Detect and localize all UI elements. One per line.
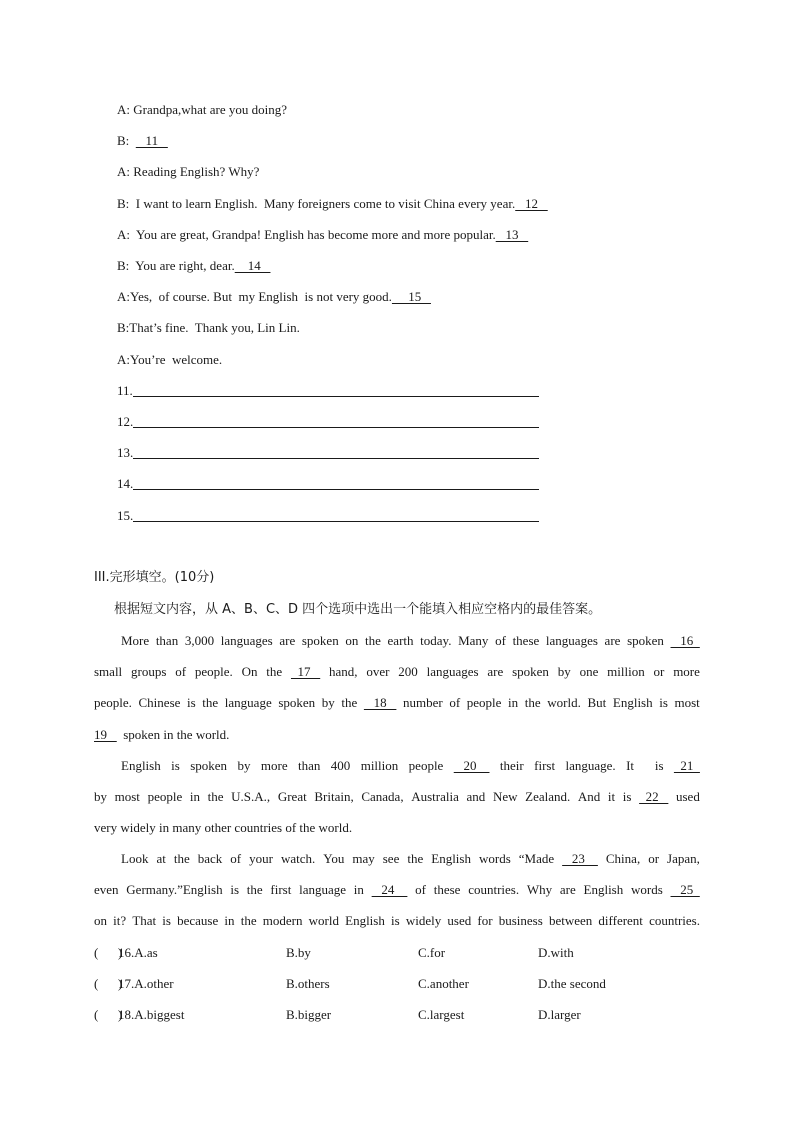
cloze-blank: 24 [371,882,408,897]
passage-word: today. [420,633,452,648]
passage-word: is [654,758,664,773]
passage-word: of [415,882,426,897]
passage-word: by [237,758,251,773]
dialogue-line [117,102,287,118]
passage-word: And [577,789,601,804]
answer-line[interactable] [133,521,539,522]
option-d[interactable]: D.with [538,945,574,960]
passage-word: million [607,664,645,679]
passage-word: of [175,664,187,679]
passage-word: the [266,664,283,679]
passage-word: New [492,789,518,804]
passage-word: people [466,695,502,710]
passage-word: these [512,633,540,648]
passage-word: the [365,633,381,648]
passage-word: are [604,633,621,648]
passage-word: Australia [411,789,459,804]
answer-blank: 12 [515,196,548,211]
passage-word: languages [545,633,598,648]
answer-blank: 11 [135,133,168,148]
passage-word: languages [220,633,273,648]
passage-word: because [177,913,219,928]
option-c[interactable]: C.another [418,976,469,991]
cloze-blank: 16 [670,633,700,648]
passage-word: Germany.”English [126,882,223,897]
passage-word: English [121,758,161,773]
dialogue-text: A:Yes, of course. But my English is not very good. [117,289,392,304]
answer-blank: 14 [234,258,271,273]
dialogue-line [117,164,259,180]
passage-word: Great [277,789,307,804]
passage-word: language [299,882,347,897]
passage-word: small [94,664,123,679]
option-d[interactable]: D.the second [538,976,606,991]
dialogue-line [117,352,222,368]
passage-line [94,882,700,898]
passage-line [94,820,352,836]
passage-word: Canada, [361,789,404,804]
passage-word: “Made [518,851,555,866]
cloze-blank: 19 [94,727,117,742]
cloze-blank: 23 [562,851,598,866]
passage-word: widely [405,913,442,928]
passage-word: words [478,851,511,866]
passage-word: spoken [301,633,339,648]
passage-word: are [487,664,504,679]
passage-word: for [477,913,493,928]
answer-row[interactable] [117,476,547,494]
passage-word: even [94,882,119,897]
passage-word: the [341,695,358,710]
passage-word: hand, [329,664,358,679]
dialogue-text: A: You are great, Grandpa! English has become more and more popular. [117,227,496,242]
passage-word: by [94,789,107,804]
passage-word: the [407,851,424,866]
passage-word: more [260,758,288,773]
passage-word: are [559,882,576,897]
dialogue-line [117,227,528,243]
passage-word: of [449,695,461,710]
cloze-blank: 25 [670,882,700,897]
passage-word: language. [565,758,616,773]
passage-word: world [308,913,339,928]
option-c[interactable]: C.for [418,945,446,960]
passage-word: 400 [330,758,351,773]
passage-word: You [323,851,345,866]
passage-word: 3,000 [184,633,215,648]
passage-word: used [676,789,700,804]
answer-number: 14. [117,476,134,491]
passage-word: by [321,695,335,710]
passage-word: spoken [512,664,549,679]
passage-word: or [648,851,660,866]
passage-word: countries. [649,913,700,928]
passage-word: groups [130,664,167,679]
answer-line[interactable] [133,458,539,459]
passage-word: more [673,664,700,679]
answer-number: 12. [117,414,134,429]
passage-word: is [391,913,400,928]
passage-word: used [447,913,472,928]
passage-word: On [241,664,258,679]
passage-word: the [207,789,224,804]
passage-word: between [548,913,593,928]
passage-line [94,727,229,743]
answer-line[interactable] [133,427,539,428]
passage-word: and [466,789,486,804]
passage-word: one [579,664,599,679]
passage-word: number [403,695,443,710]
passage-word: are [279,633,296,648]
passage-word: than [298,758,321,773]
passage-word: in [189,789,200,804]
dialogue-line [117,133,168,149]
answer-row[interactable] [117,508,547,526]
section-instruction: 根据短文内容，从 A、B、C、D 四个选项中选出一个能填入相应空格内的最佳答案。 [114,602,602,617]
passage-word: English [431,851,471,866]
passage-word: the [524,695,541,710]
passage-word: your [249,851,273,866]
passage-word: see [382,851,400,866]
passage-word: spoken [278,695,316,710]
passage-word: watch. [280,851,316,866]
passage-word: in [224,913,235,928]
dialogue-text: B: I want to learn English. Many foreigners come to visit China every year. [117,196,516,211]
passage-word: on [345,633,359,648]
cloze-blank: 21 [673,758,700,773]
passage-word: spoken [190,758,228,773]
dialogue-line [117,196,548,212]
passage-word: Britain, [314,789,354,804]
passage-word: these [433,882,461,897]
passage-word: the [202,695,219,710]
passage-word: Look [121,851,149,866]
passage-word: Why [526,882,553,897]
passage-word: first [534,758,556,773]
passage-word: at [156,851,166,866]
answer-line[interactable] [133,489,539,490]
passage-word: is [162,913,171,928]
passage-word: it [607,789,616,804]
option-a[interactable]: 16.A.as [118,945,158,960]
passage-word: of [495,633,506,648]
passage-word: the [246,882,263,897]
passage-word: words [631,882,663,897]
passage-word: world. [547,695,581,710]
answer-paren[interactable]: ( ) [94,1007,123,1022]
passage-word: over [366,664,390,679]
passage-word: the [173,851,190,866]
dialogue-line [117,320,300,336]
passage-word: their [499,758,524,773]
passage-word: But [587,695,607,710]
dialogue-text: A: Grandpa,what are you doing? [117,102,288,117]
passage-word: it? [113,913,127,928]
answer-row[interactable] [117,383,547,401]
answer-number: 15. [117,508,134,523]
passage-word: back [197,851,223,866]
passage-word: That [132,913,157,928]
passage-word: people. [194,664,233,679]
passage-line [121,851,700,867]
option-a[interactable]: 18.A.biggest [118,1007,185,1022]
passage-line [121,633,700,649]
passage-word: or [653,664,665,679]
option-c[interactable]: C.largest [418,1007,465,1022]
passage-line [94,913,700,929]
passage-word: languages [426,664,479,679]
passage-word: countries. [468,882,520,897]
passage-line [121,758,700,774]
passage-word: U.S.A., [231,789,271,804]
passage-word: English [345,913,385,928]
passage-word: in [353,882,364,897]
passage-text: very widely in many other countries of the world. [94,820,353,835]
passage-word: business [498,913,543,928]
passage-word: Chinese [138,695,181,710]
cloze-blank: 18 [363,695,397,710]
passage-word: modern [262,913,303,928]
passage-word: on [94,913,107,928]
passage-word: the [240,913,257,928]
cloze-blank: 20 [453,758,490,773]
passage-word: million [360,758,399,773]
passage-word: than [155,633,179,648]
passage-word: different [598,913,643,928]
passage-word: is [622,789,632,804]
answer-row[interactable] [117,414,547,432]
passage-word: More [121,633,150,648]
passage-word: is [659,695,668,710]
passage-word: Many [458,633,489,648]
passage-word: first [270,882,292,897]
passage-word: Japan, [667,851,700,866]
option-b[interactable]: B.others [286,976,330,991]
passage-word: may [352,851,375,866]
answer-blank: 15 [391,289,431,304]
passage-word: people. [94,695,132,710]
passage-word: English [612,695,653,710]
passage-word: of [230,851,242,866]
passage-word: Zealand. [525,789,571,804]
option-b[interactable]: B.by [286,945,311,960]
passage-word: in [508,695,519,710]
answer-row[interactable] [117,445,547,463]
answer-blank: 13 [495,227,529,242]
dialogue-line [117,289,431,305]
option-a[interactable]: 17.A.other [118,976,174,991]
passage-word: most [114,789,140,804]
passage-word: is [230,882,239,897]
cloze-blank: 17 [290,664,321,679]
cloze-blank: 22 [639,789,669,804]
passage-word: is [171,758,180,773]
dialogue-text: A: Reading English? Why? [117,164,260,179]
dialogue-text: B: [117,133,136,148]
passage-word: is [187,695,196,710]
dialogue-text: B: You are right, dear. [117,258,235,273]
answer-line[interactable] [133,396,539,397]
passage-word: earth [387,633,414,648]
passage-line [94,664,700,680]
option-d[interactable]: D.larger [538,1007,581,1022]
dialogue-text: B:That’s fine. Thank you, Lin Lin. [117,320,300,335]
passage-word: people [408,758,444,773]
dialogue-line [117,258,270,274]
passage-text: spoken in the world. [116,727,230,742]
passage-word: It [626,758,635,773]
dialogue-text: A:You’re welcome. [117,352,223,367]
passage-word: China, [605,851,641,866]
answer-paren[interactable]: ( ) [94,976,123,991]
passage-word: 200 [398,664,418,679]
option-b[interactable]: B.bigger [286,1007,332,1022]
answer-paren[interactable]: ( ) [94,945,123,960]
passage-line [94,695,700,711]
passage-line [94,789,700,805]
passage-word: people [147,789,183,804]
passage-word: by [557,664,571,679]
passage-word: most [674,695,700,710]
answer-number: 11. [117,383,133,398]
passage-word: English [583,882,624,897]
section-title: III.完形填空。(10分) [94,570,215,585]
passage-word: language [224,695,272,710]
passage-word: spoken [627,633,664,648]
answer-number: 13. [117,445,134,460]
